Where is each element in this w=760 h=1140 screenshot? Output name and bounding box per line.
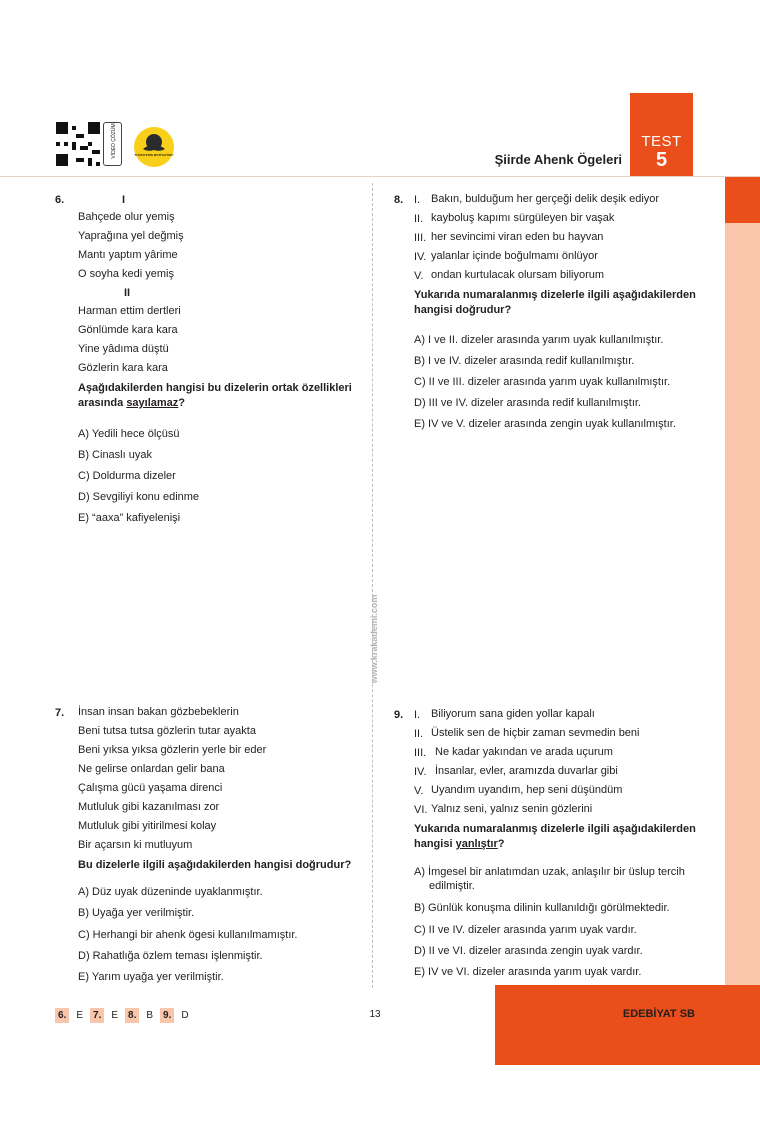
q8-option-d[interactable]: D) III ve IV. dizeler arasında redif kullanılmıştır. (414, 397, 642, 409)
answer-key-letter: E (111, 1009, 119, 1021)
q7-option-d[interactable]: D) Rahatlığa özlem teması işlenmiştir. (78, 950, 263, 962)
q6-option-c[interactable]: C) Doldurma dizeler (78, 470, 176, 482)
side-tab-light (725, 223, 760, 985)
q8-numeral: I. (414, 194, 421, 206)
q9-verse-line: Ne kadar yakından ve arada uçurum (435, 746, 613, 758)
side-tab-dark (725, 177, 760, 223)
q6-verse-line: Harman ettim dertleri (78, 305, 181, 317)
mustache-icon (134, 127, 174, 167)
q7-prompt: Bu dizelerle ilgili aşağıdakilerden hangisi doğrudur? (78, 859, 352, 871)
q8-verse-line: ondan kurtulacak olursam biliyorum (431, 269, 605, 281)
answer-key-letter: E (76, 1009, 84, 1021)
q8-numeral: III. (414, 232, 427, 244)
q6-verse-line: Gözlerin kara kara (78, 362, 168, 374)
test-number: 5 (655, 149, 668, 171)
q9-option-c[interactable]: C) II ve IV. dizeler arasında yarım uyak vardır. (414, 924, 637, 936)
book-brand: AYT EDEBİYAT SB (598, 1008, 695, 1020)
q6-verse-line: Yaprağına yel değmiş (78, 230, 184, 242)
q8-numeral: IV. (414, 251, 427, 263)
q6-option-e[interactable]: E) “aaxa” kafiyelenişi (78, 512, 181, 524)
q7-verse-line: Ne gelirse onlardan gelir bana (78, 763, 225, 775)
q6-group-1-label: I (122, 194, 126, 206)
q8-verse-line: kayboluş kapımı sürgüleyen bir vaşak (431, 212, 615, 224)
q6-option-a[interactable]: A) Yedili hece ölçüsü (78, 428, 180, 440)
q8-prompt: Yukarıda numaralanmış dizelerle ilgili aşağıdakilerden hangisi doğrudur? (414, 289, 696, 316)
q9-numeral: V. (414, 785, 424, 797)
qr-code[interactable] (56, 122, 100, 166)
q9-prompt: Yukarıda numaralanmış dizelerle ilgili aşağıdakilerden hangisi yanlıştır? (414, 823, 696, 850)
q8-verse-line: her sevincimi viran eden bu hayvan (431, 231, 604, 243)
q7-verse-line: Mutluluk gibi kazanılması zor (78, 801, 220, 813)
qr-code-icon (56, 122, 100, 166)
q6-verse-line: Gönlümde kara kara (78, 324, 178, 336)
q7-verse-line: Çalışma gücü yaşama direnci (78, 782, 223, 794)
q9-verse-line: İnsanlar, evler, aramızda duvarlar gibi (435, 765, 618, 777)
q7-verse-line: Bir açarsın ki mutluyum (78, 839, 193, 851)
q8-option-c[interactable]: C) II ve III. dizeler arasında yarım uyak kullanılmıştır. (414, 376, 671, 388)
answer-key-number: 9. (160, 1008, 174, 1023)
q6-option-d[interactable]: D) Sevgiliyi konu edinme (78, 491, 200, 503)
q7-verse-line: Mutluluk gibi yitirilmesi kolay (78, 820, 217, 832)
q9-verse-line: Uyandım uyandım, hep seni düşündüm (431, 784, 623, 796)
q7-option-b[interactable]: B) Uyağa yer verilmiştir. (78, 907, 195, 919)
q9-numeral: II. (414, 728, 424, 740)
question-7-number: 7. (55, 707, 65, 719)
q8-option-a[interactable]: A) I ve II. dizeler arasında yarım uyak kullanılmıştır. (414, 334, 664, 346)
q6-prompt: Aşağıdakilerden hangisi bu dizelerin ortak özellikleri arasında sayılamaz? (78, 382, 352, 409)
q8-option-e[interactable]: E) IV ve V. dizeler arasında zengin uyak kullanılmıştır. (414, 418, 676, 430)
q9-numeral: VI. (414, 804, 428, 816)
q9-option-a[interactable]: A) İmgesel bir anlatımdan uzak, anlaşılır bir üslup tercih (414, 866, 685, 878)
q9-numeral: III. (414, 747, 427, 759)
q7-option-c[interactable]: C) Herhangi bir ahenk ögesi kullanılmamıştır. (78, 929, 298, 941)
test-badge (630, 93, 693, 177)
answer-key-number: 8. (125, 1008, 139, 1023)
q7-verse-line: Beni yıksa yıksa gözlerin yerle bir eder (78, 744, 267, 756)
page-title: Şiirde Ahenk Ögeleri (494, 152, 622, 167)
q9-verse-line: Yalnız seni, yalnız senin gözlerini (431, 803, 593, 815)
q6-option-b[interactable]: B) Cinaslı uyak (78, 449, 152, 461)
q6-group-2-label: II (124, 287, 131, 299)
q9-numeral: I. (414, 709, 421, 721)
q9-verse-line: Biliyorum sana giden yollar kapalı (431, 708, 595, 720)
answer-key-letter: D (181, 1009, 189, 1021)
answer-key-letter: B (146, 1009, 154, 1021)
q8-numeral: V. (414, 270, 424, 282)
question-9-number: 9. (394, 709, 404, 721)
answer-key-number: 6. (55, 1008, 69, 1023)
q6-verse-line: Bahçede olur yemiş (78, 211, 175, 223)
answer-key (55, 1007, 193, 1023)
q7-option-e[interactable]: E) Yarım uyağa yer verilmiştir. (78, 971, 224, 983)
q8-option-b[interactable]: B) I ve IV. dizeler arasında redif kullanılmıştır. (414, 355, 635, 367)
q7-verse-line: İnsan insan bakan gözbebeklerin (78, 706, 239, 718)
qr-label: VİDEO ÇÖZÜM (103, 122, 122, 166)
q6-verse-line: Yine yâdıma düştü (78, 343, 169, 355)
q9-option-a-cont[interactable]: edilmiştir. (429, 880, 475, 892)
q8-verse-line: yalanlar içinde boğulmamı önlüyor (431, 250, 598, 262)
question-8-number: 8. (394, 194, 404, 206)
q8-numeral: II. (414, 213, 424, 225)
q7-option-a[interactable]: A) Düz uyak düzeninde uyaklanmıştır. (78, 886, 263, 898)
motivator-badge-logo: TÜRKİYENİN MOTİVATÖRÜ (134, 127, 174, 167)
page-number: 13 (369, 1009, 381, 1020)
q8-verse-line: Bakın, bulduğum her gerçeği delik deşik ediyor (431, 193, 660, 205)
bottom-accent-bar (495, 985, 760, 1065)
answer-key-number: 7. (90, 1008, 104, 1023)
q9-verse-line: Üstelik sen de hiçbir zaman sevmedin beni (431, 727, 640, 739)
q6-verse-line: O soyha kedi yemiş (78, 268, 174, 280)
q7-verse-line: Beni tutsa tutsa gözlerin tutar ayakta (78, 725, 256, 737)
q9-option-b[interactable]: B) Günlük konuşma dilinin kullanıldığı görülmektedir. (414, 902, 670, 914)
q9-option-d[interactable]: D) II ve VI. dizeler arasında zengin uyak vardır. (414, 945, 643, 957)
test-label: TEST (641, 133, 682, 150)
header-divider (0, 176, 760, 177)
q6-verse-line: Mantı yaptım yârime (78, 249, 178, 261)
q9-option-e[interactable]: E) IV ve VI. dizeler arasında yarım uyak vardır. (414, 966, 642, 978)
question-6-number: 6. (55, 194, 65, 206)
q9-numeral: IV. (414, 766, 427, 778)
